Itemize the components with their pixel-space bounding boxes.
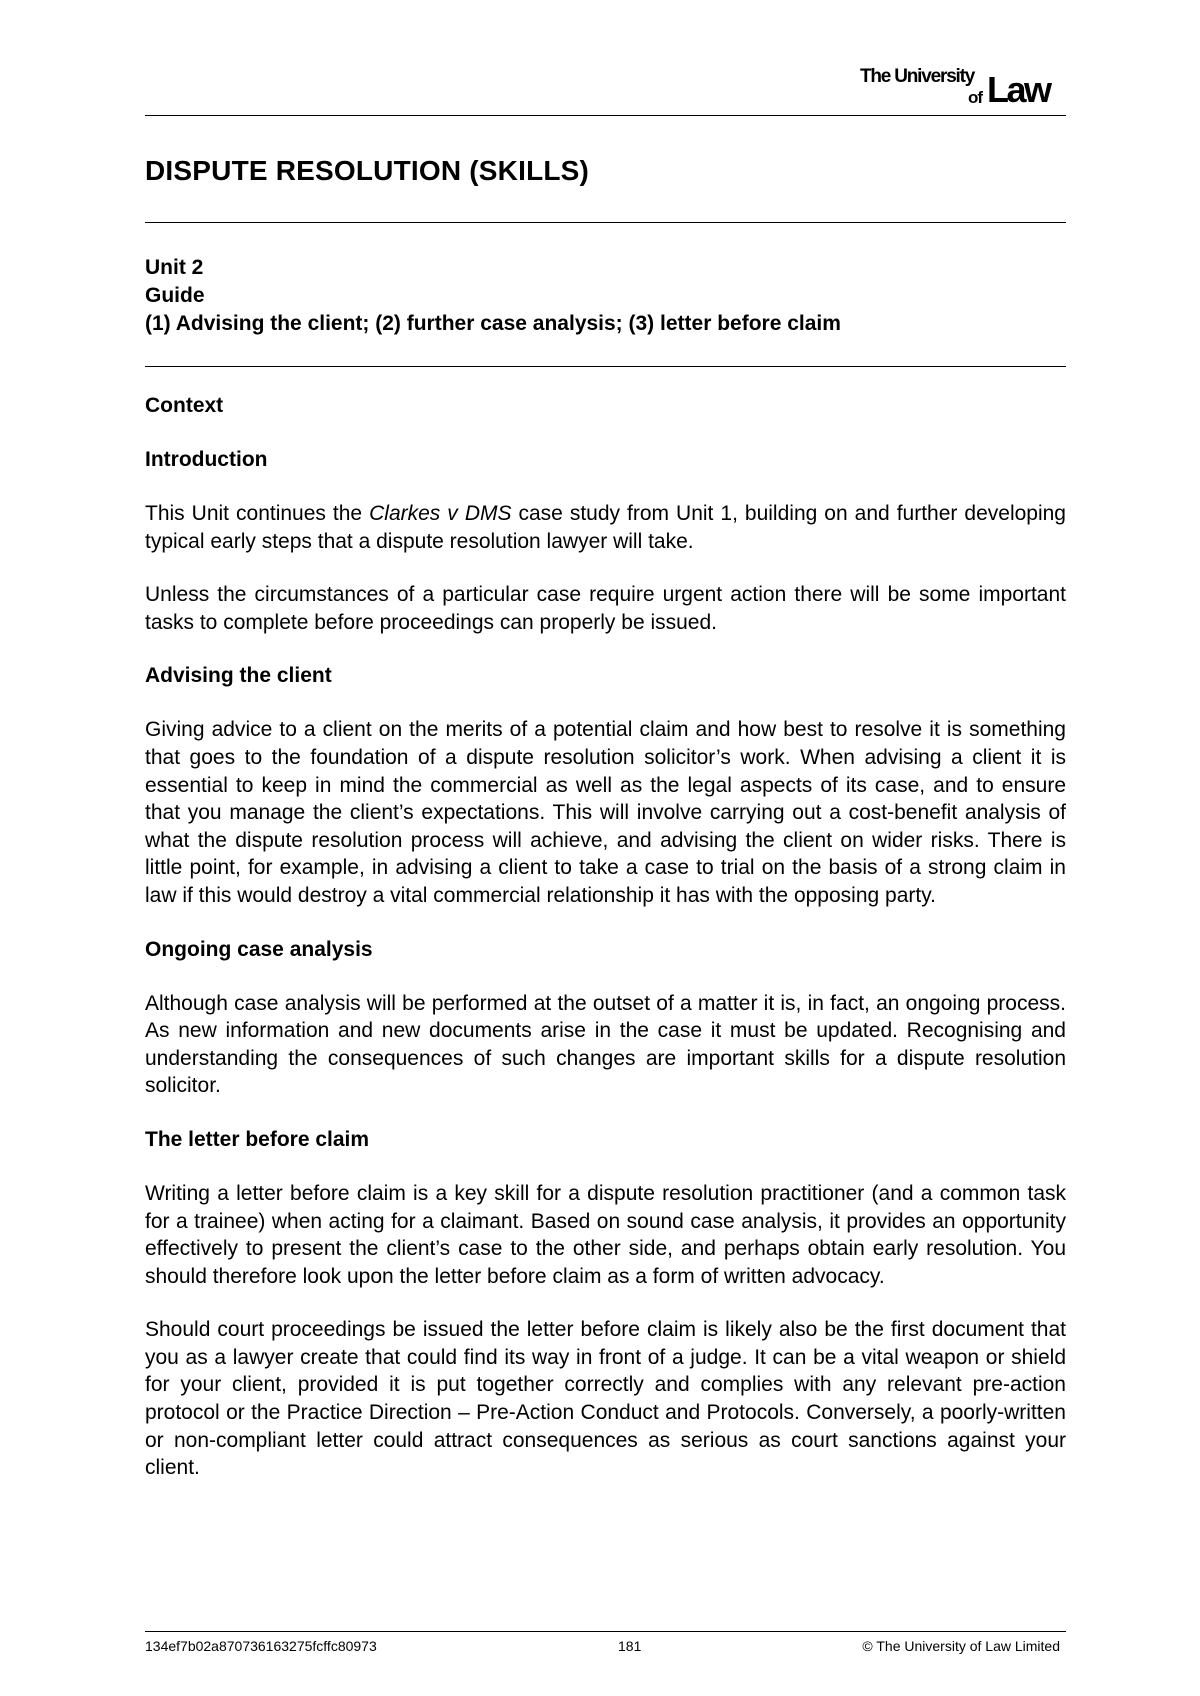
header-divider: [145, 115, 1066, 116]
document-id: 134ef7b02a870736163275fcffc80973: [145, 1638, 377, 1654]
logo-text-of: of: [968, 88, 983, 107]
unit-number: Unit 2: [145, 256, 204, 279]
introduction-paragraph-1: [145, 500, 1066, 555]
context-heading: Context: [145, 394, 224, 417]
advising-paragraph: Giving advice to a client on the merits of a potential claim and how best to resolve it is something that goes to the foundation of a dispute resolution solicitor’s work. When advising a client it is essential to keep in mind the commercial as well as the legal aspects of its case, and to ensure that you manage the client’s expectations. This will involve carrying out a cost-benefit analysis of what the dispute resolution process will achieve, and advising the client on wider risks. There is little point, for example, in advising a client to take a case to trial on the basis of a strong claim in law if this would destroy a vital commercial relationship it has with the opposing party.: [145, 718, 1066, 907]
ongoing-analysis-paragraph: Although case analysis will be performed at the outset of a matter it is, in fact, an ongoing process. As new information and new documents arise in the case it must be updated. Recognising and understanding the consequences of such changes are important skills for a dispute resolution solicitor.: [145, 991, 1066, 1098]
intro-text-after: case study from Unit 1, building on and further developing typical early steps that a dispute resolution lawyer will take.: [145, 502, 1066, 553]
page-title: DISPUTE RESOLUTION (SKILLS): [145, 155, 590, 186]
case-name: Clarkes v DMS: [369, 502, 512, 525]
footer-divider: [145, 1631, 1066, 1632]
ongoing-analysis-heading: Ongoing case analysis: [145, 937, 373, 961]
unit-divider: [145, 366, 1066, 367]
page-number: 181: [618, 1638, 642, 1654]
unit-info: [145, 254, 841, 338]
letter-before-claim-heading: The letter before claim: [145, 1127, 370, 1151]
letter-before-claim-paragraph-2: Should court proceedings be issued the letter before claim is likely also be the first document that you as a lawyer create that could find its way in front of a judge. It can be a vital weapon or shield for your client, provided it is put together correctly and complies with any relevant pre-action protocol or the Practice Direction – Pre-Action Conduct and Protocols. Conversely, a poorly-written or non-compliant letter could attract consequences as serious as court sanctions against your client.: [145, 1318, 1066, 1480]
main-content: [145, 392, 1066, 1508]
introduction-paragraph-2: Unless the circumstances of a particular case require urgent action there will be some important tasks to complete before proceedings can properly be issued.: [145, 583, 1066, 634]
introduction-heading: Introduction: [145, 448, 268, 471]
logo-text-the-university: The University: [860, 66, 975, 87]
advising-heading: Advising the client: [145, 664, 332, 688]
page-footer: [145, 1638, 1066, 1658]
copyright-notice: © The University of Law Limited: [862, 1638, 1060, 1654]
logo-text-law: Law: [987, 69, 1050, 110]
intro-text-before: This Unit continues the: [145, 502, 370, 525]
unit-type: Guide: [145, 284, 205, 307]
university-of-law-logo: [860, 64, 1070, 114]
title-divider: [145, 222, 1066, 223]
unit-subtitle: (1) Advising the client; (2) further case analysis; (3) letter before claim: [145, 312, 841, 335]
letter-before-claim-paragraph-1: Writing a letter before claim is a key skill for a dispute resolution practitioner (and a common task for a trainee) when acting for a claimant. Based on sound case analysis, it provides an opportunity effectively to present the client’s case to the other side, and perhaps obtain early resolution. You should therefore look upon the letter before claim as a form of written advocacy.: [145, 1181, 1066, 1288]
